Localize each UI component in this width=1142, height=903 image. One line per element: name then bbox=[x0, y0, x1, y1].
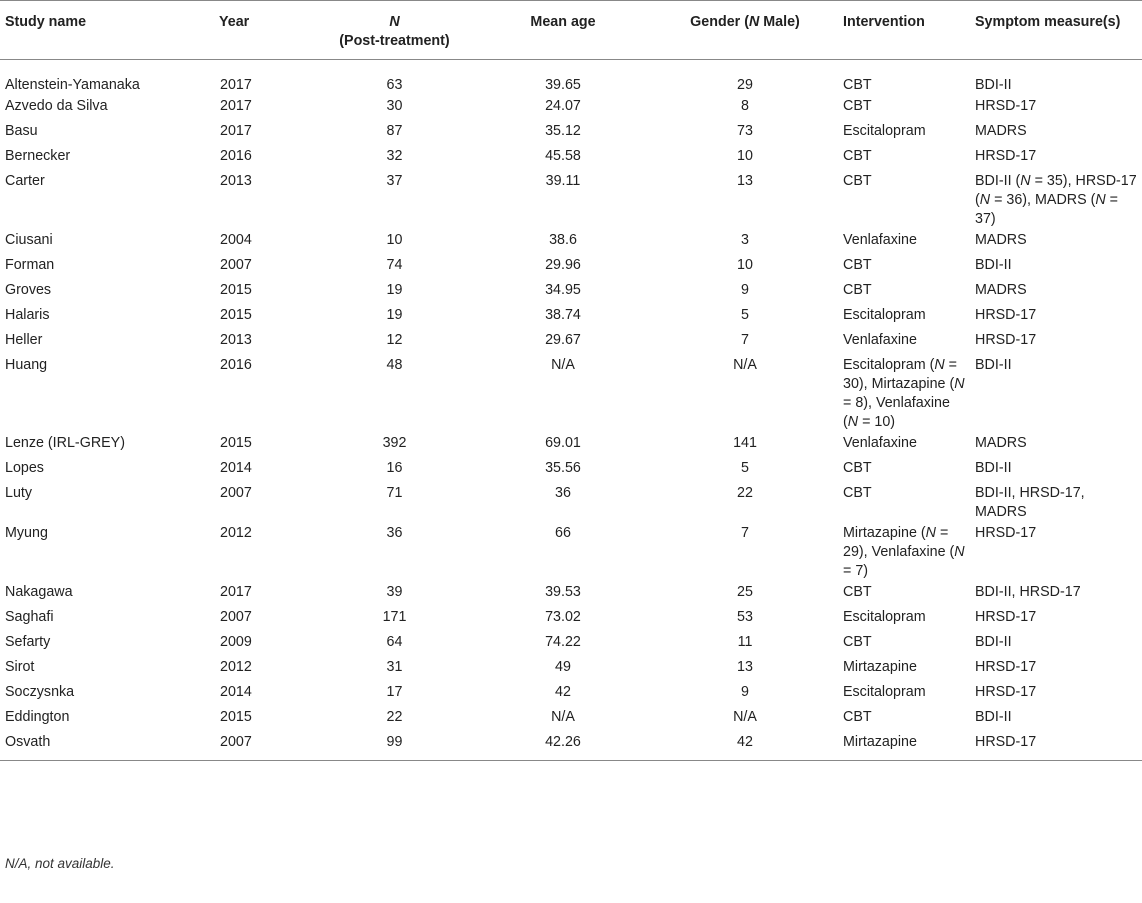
cell-age: 38.74 bbox=[545, 307, 581, 323]
cell-age: 29.96 bbox=[545, 257, 581, 273]
cell-male: 22 bbox=[737, 485, 753, 501]
table-row bbox=[0, 731, 1142, 761]
table-row bbox=[0, 354, 1142, 432]
cell-intervention: Venlafaxine bbox=[843, 232, 917, 248]
cell-study: Soczysnka bbox=[5, 684, 75, 700]
header-age: Mean age bbox=[474, 1, 649, 60]
cell-intervention: Mirtazapine bbox=[843, 734, 917, 750]
cell-male: 10 bbox=[737, 257, 753, 273]
cell-age: N/A bbox=[551, 357, 575, 373]
cell-intervention: Mirtazapine (N = 29), Venlafaxine (N = 7) bbox=[843, 525, 965, 579]
cell-intervention: Venlafaxine bbox=[843, 435, 917, 451]
cell-intervention: Escitalopram bbox=[843, 123, 926, 139]
cell-measure: BDI-II bbox=[975, 634, 1012, 650]
cell-study: Osvath bbox=[5, 734, 51, 750]
cell-n: 63 bbox=[386, 77, 403, 93]
cell-n: 19 bbox=[386, 282, 403, 298]
table-row bbox=[0, 631, 1142, 656]
cell-year: 2012 bbox=[220, 659, 252, 675]
cell-year: 2017 bbox=[220, 584, 252, 600]
cell-intervention: CBT bbox=[843, 77, 872, 93]
cell-year: 2015 bbox=[220, 282, 252, 298]
cell-year: 2007 bbox=[220, 609, 252, 625]
cell-measure: HRSD-17 bbox=[975, 98, 1037, 114]
cell-age: 73.02 bbox=[545, 609, 581, 625]
cell-n: 37 bbox=[386, 173, 403, 189]
cell-study: Heller bbox=[5, 332, 43, 348]
cell-study: Sefarty bbox=[5, 634, 51, 650]
cell-age: 38.6 bbox=[549, 232, 577, 248]
cell-male: 9 bbox=[741, 684, 749, 700]
cell-age: 42.26 bbox=[545, 734, 581, 750]
cell-measure: MADRS bbox=[975, 123, 1027, 139]
cell-intervention: Mirtazapine bbox=[843, 659, 917, 675]
cell-study: Carter bbox=[5, 173, 45, 189]
header-gender bbox=[649, 1, 838, 60]
table-row bbox=[0, 279, 1142, 304]
table-row bbox=[0, 60, 1142, 96]
cell-year: 2009 bbox=[220, 634, 252, 650]
cell-study: Eddington bbox=[5, 709, 70, 725]
cell-intervention: CBT bbox=[843, 584, 872, 600]
cell-male: 141 bbox=[733, 435, 757, 451]
cell-intervention: CBT bbox=[843, 257, 872, 273]
cell-n: 171 bbox=[382, 609, 407, 625]
cell-measure: HRSD-17 bbox=[975, 684, 1037, 700]
cell-study: Ciusani bbox=[5, 232, 53, 248]
cell-measure: BDI-II bbox=[975, 257, 1012, 273]
cell-age: 39.53 bbox=[545, 584, 581, 600]
cell-age: 49 bbox=[555, 659, 571, 675]
cell-year: 2007 bbox=[220, 257, 252, 273]
cell-intervention: CBT bbox=[843, 460, 872, 476]
cell-n: 87 bbox=[386, 123, 403, 139]
header-n bbox=[312, 1, 474, 60]
cell-study: Sirot bbox=[5, 659, 35, 675]
header-symptom: Symptom measure(s) bbox=[970, 1, 1142, 60]
table-row bbox=[0, 95, 1142, 120]
cell-intervention: CBT bbox=[843, 98, 872, 114]
cell-male: 73 bbox=[737, 123, 753, 139]
cell-age: 42 bbox=[555, 684, 571, 700]
header-n-subtitle: (Post-treatment) bbox=[339, 33, 450, 49]
cell-n: 30 bbox=[386, 98, 403, 114]
cell-intervention: CBT bbox=[843, 282, 872, 298]
table-row bbox=[0, 432, 1142, 457]
cell-age: 69.01 bbox=[545, 435, 581, 451]
cell-year: 2015 bbox=[220, 307, 252, 323]
cell-year: 2004 bbox=[220, 232, 252, 248]
cell-measure: HRSD-17 bbox=[975, 525, 1037, 541]
header-gender-n: N bbox=[748, 14, 760, 30]
cell-study: Azvedo da Silva bbox=[5, 98, 108, 114]
cell-age: 29.67 bbox=[545, 332, 581, 348]
cell-year: 2017 bbox=[220, 77, 252, 93]
cell-n: 31 bbox=[386, 659, 403, 675]
cell-measure: MADRS bbox=[975, 435, 1027, 451]
cell-intervention: CBT bbox=[843, 173, 872, 189]
cell-measure: BDI-II (N = 35), HRSD-17 (N = 36), MADRS (N = 37) bbox=[975, 173, 1137, 227]
cell-measure: HRSD-17 bbox=[975, 659, 1037, 675]
cell-measure: BDI-II, HRSD-17 bbox=[975, 584, 1081, 600]
cell-male: 11 bbox=[737, 634, 753, 650]
cell-study: Groves bbox=[5, 282, 52, 298]
cell-male: 53 bbox=[737, 609, 753, 625]
cell-male: 13 bbox=[737, 659, 753, 675]
cell-n: 48 bbox=[386, 357, 403, 373]
cell-year: 2014 bbox=[220, 460, 252, 476]
cell-n: 17 bbox=[386, 684, 403, 700]
table-row bbox=[0, 457, 1142, 482]
table-row bbox=[0, 706, 1142, 731]
cell-intervention: Escitalopram bbox=[843, 307, 926, 323]
cell-year: 2015 bbox=[220, 435, 252, 451]
cell-study: Basu bbox=[5, 123, 38, 139]
cell-year: 2017 bbox=[220, 98, 252, 114]
cell-n: 71 bbox=[386, 485, 403, 501]
cell-n: 32 bbox=[386, 148, 403, 164]
cell-age: 36 bbox=[555, 485, 571, 501]
cell-study: Halaris bbox=[5, 307, 50, 323]
cell-year: 2007 bbox=[220, 485, 252, 501]
table-row bbox=[0, 229, 1142, 254]
cell-year: 2012 bbox=[220, 525, 252, 541]
cell-study: Lopes bbox=[5, 460, 44, 476]
cell-male: 42 bbox=[737, 734, 753, 750]
cell-measure: BDI-II, HRSD-17, MADRS bbox=[975, 485, 1085, 520]
cell-age: 39.11 bbox=[545, 173, 581, 189]
cell-n: 12 bbox=[386, 332, 403, 348]
header-year: Year bbox=[215, 1, 312, 60]
cell-n: 392 bbox=[382, 435, 407, 451]
cell-intervention: CBT bbox=[843, 148, 872, 164]
cell-age: 39.65 bbox=[545, 77, 581, 93]
cell-intervention: CBT bbox=[843, 634, 872, 650]
table-row bbox=[0, 482, 1142, 522]
table-row bbox=[0, 522, 1142, 581]
cell-age: 35.12 bbox=[545, 123, 581, 139]
cell-age: N/A bbox=[551, 709, 575, 725]
cell-study: Saghafi bbox=[5, 609, 54, 625]
cell-intervention: Escitalopram (N = 30), Mirtazapine (N = 8), Venlafaxine (N = 10) bbox=[843, 357, 965, 430]
cell-year: 2014 bbox=[220, 684, 252, 700]
cell-intervention: Escitalopram bbox=[843, 684, 926, 700]
cell-male: 25 bbox=[737, 584, 753, 600]
cell-study: Myung bbox=[5, 525, 48, 541]
header-n-symbol: N bbox=[389, 14, 400, 30]
cell-n: 22 bbox=[386, 709, 403, 725]
header-gender-post: Male) bbox=[759, 14, 800, 30]
cell-intervention: Venlafaxine bbox=[843, 332, 917, 348]
cell-age: 35.56 bbox=[545, 460, 581, 476]
cell-male: 8 bbox=[741, 98, 749, 114]
table-header bbox=[0, 1, 1142, 60]
cell-male: 10 bbox=[737, 148, 753, 164]
cell-study: Luty bbox=[5, 485, 33, 501]
cell-intervention: Escitalopram bbox=[843, 609, 926, 625]
cell-measure: MADRS bbox=[975, 232, 1027, 248]
cell-year: 2013 bbox=[220, 332, 252, 348]
cell-measure: BDI-II bbox=[975, 77, 1012, 93]
table-row bbox=[0, 329, 1142, 354]
cell-male: 7 bbox=[741, 332, 749, 348]
cell-male: 9 bbox=[741, 282, 749, 298]
cell-measure: HRSD-17 bbox=[975, 609, 1037, 625]
table-body bbox=[0, 60, 1142, 761]
cell-study: Forman bbox=[5, 257, 55, 273]
cell-male: 3 bbox=[741, 232, 749, 248]
cell-study: Lenze (IRL-GREY) bbox=[5, 435, 125, 451]
cell-measure: BDI-II bbox=[975, 460, 1012, 476]
cell-n: 99 bbox=[386, 734, 403, 750]
table-row bbox=[0, 304, 1142, 329]
table-row bbox=[0, 170, 1142, 229]
cell-year: 2016 bbox=[220, 148, 252, 164]
cell-male: 7 bbox=[741, 525, 749, 541]
cell-age: 74.22 bbox=[545, 634, 581, 650]
cell-age: 24.07 bbox=[545, 98, 581, 114]
cell-intervention: CBT bbox=[843, 709, 872, 725]
table-row bbox=[0, 681, 1142, 706]
header-gender-pre: Gender ( bbox=[690, 14, 749, 30]
cell-study: Altenstein-Yamanaka bbox=[5, 77, 140, 93]
cell-measure: HRSD-17 bbox=[975, 307, 1037, 323]
footnote: N/A, not available. bbox=[5, 856, 115, 871]
header-row bbox=[0, 1, 1142, 60]
table-row bbox=[0, 581, 1142, 606]
cell-male: 29 bbox=[737, 77, 753, 93]
cell-year: 2013 bbox=[220, 173, 252, 189]
cell-year: 2007 bbox=[220, 734, 252, 750]
cell-year: 2015 bbox=[220, 709, 252, 725]
cell-age: 34.95 bbox=[545, 282, 581, 298]
table-row bbox=[0, 120, 1142, 145]
cell-n: 36 bbox=[386, 525, 403, 541]
table-row bbox=[0, 145, 1142, 170]
header-study: Study name bbox=[0, 1, 215, 60]
cell-n: 39 bbox=[386, 584, 403, 600]
cell-n: 74 bbox=[386, 257, 403, 273]
cell-measure: HRSD-17 bbox=[975, 734, 1037, 750]
cell-measure: BDI-II bbox=[975, 357, 1012, 373]
cell-study: Bernecker bbox=[5, 148, 71, 164]
table-row bbox=[0, 656, 1142, 681]
cell-male: N/A bbox=[733, 357, 757, 373]
cell-n: 19 bbox=[386, 307, 403, 323]
cell-year: 2017 bbox=[220, 123, 252, 139]
cell-n: 64 bbox=[386, 634, 403, 650]
cell-male: 13 bbox=[737, 173, 753, 189]
cell-measure: MADRS bbox=[975, 282, 1027, 298]
cell-measure: BDI-II bbox=[975, 709, 1012, 725]
header-intervention: Intervention bbox=[838, 1, 970, 60]
cell-n: 10 bbox=[386, 232, 403, 248]
table-row bbox=[0, 606, 1142, 631]
cell-study: Huang bbox=[5, 357, 48, 373]
cell-study: Nakagawa bbox=[5, 584, 73, 600]
cell-n: 16 bbox=[386, 460, 403, 476]
cell-measure: HRSD-17 bbox=[975, 148, 1037, 164]
cell-age: 45.58 bbox=[545, 148, 581, 164]
cell-measure: HRSD-17 bbox=[975, 332, 1037, 348]
cell-year: 2016 bbox=[220, 357, 252, 373]
cell-age: 66 bbox=[555, 525, 571, 541]
cell-male: 5 bbox=[741, 460, 749, 476]
cell-male: N/A bbox=[733, 709, 757, 725]
table-row bbox=[0, 254, 1142, 279]
cell-intervention: CBT bbox=[843, 485, 872, 501]
cell-male: 5 bbox=[741, 307, 749, 323]
